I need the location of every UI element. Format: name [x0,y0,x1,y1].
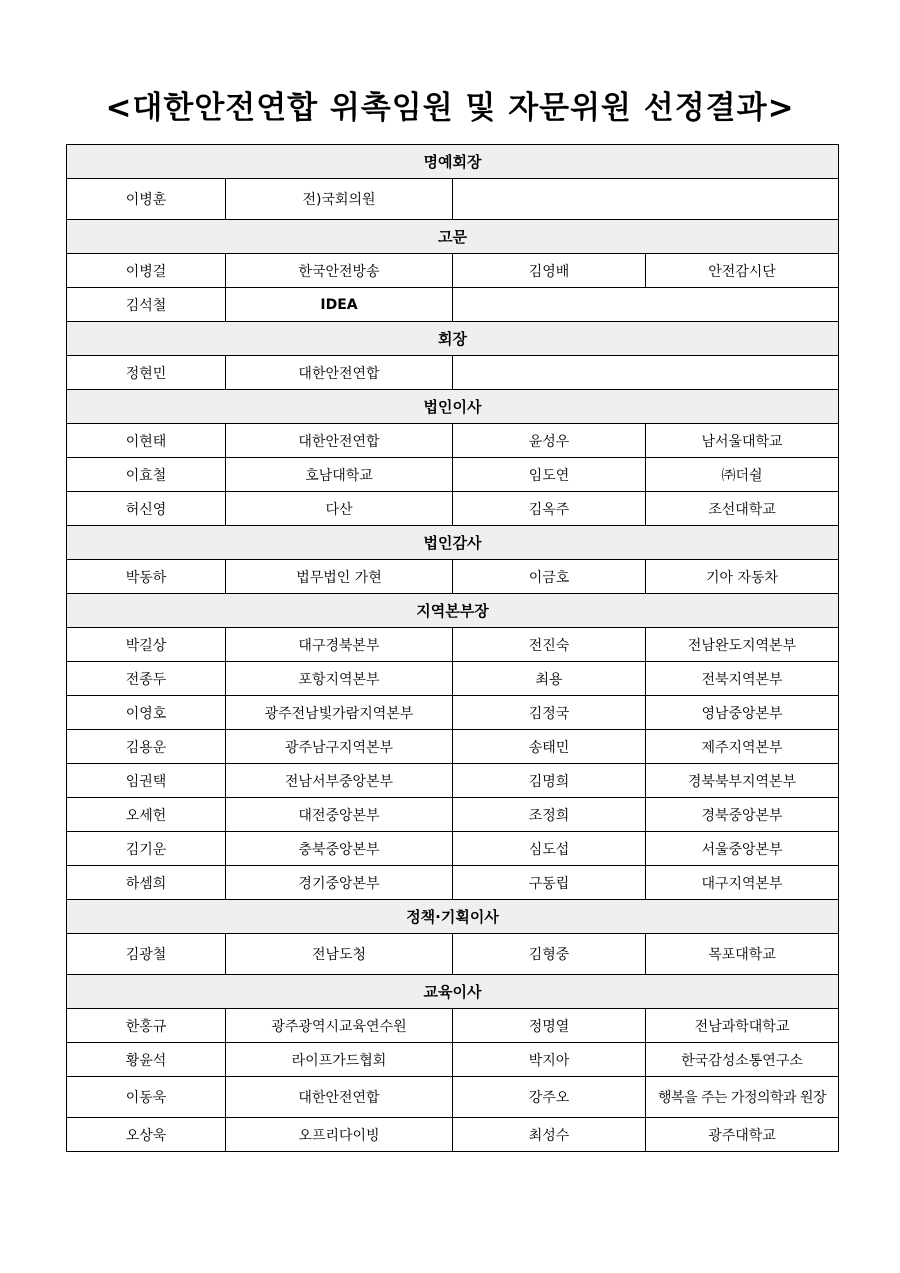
table-row [67,866,839,900]
table-row [67,560,839,594]
section-header: 명예회장 [67,145,839,179]
table-row [67,1077,839,1118]
page-title: <대한안전연합 위촉임원 및 자문위원 선정결과> [105,90,795,126]
member-org: 광주광역시교육연수원 [226,1009,453,1043]
section-header: 정책·기획이사 [67,900,839,934]
member-name: 정현민 [67,356,226,390]
member-name: 이효철 [67,458,226,492]
member-org: 전북지역본부 [646,662,839,696]
table-row [67,662,839,696]
section-header-row [67,220,839,254]
member-org: 경기중앙본부 [226,866,453,900]
member-name: 하셈희 [67,866,226,900]
empty-cell [453,179,839,220]
table-row [67,1009,839,1043]
member-name: 박길상 [67,628,226,662]
table-row [67,492,839,526]
member-name: 박지아 [453,1043,646,1077]
member-org: 한국감성소통연구소 [646,1043,839,1077]
section-header-row [67,594,839,628]
member-org: 대한안전연합 [226,424,453,458]
section-header: 고문 [67,220,839,254]
member-name: 조정희 [453,798,646,832]
member-org: 전)국회의원 [226,179,453,220]
section-header-row [67,526,839,560]
member-org: 라이프가드협회 [226,1043,453,1077]
section-header: 지역본부장 [67,594,839,628]
member-org: 한국안전방송 [226,254,453,288]
table-row [67,458,839,492]
member-name: 박동하 [67,560,226,594]
table-row [67,1118,839,1152]
member-name: 황윤석 [67,1043,226,1077]
member-name: 김형중 [453,934,646,975]
section-header-row [67,322,839,356]
member-name: 김영배 [453,254,646,288]
table-row [67,628,839,662]
member-org: 대전중앙본부 [226,798,453,832]
member-name: 한홍규 [67,1009,226,1043]
member-org: 다산 [226,492,453,526]
member-org: 조선대학교 [646,492,839,526]
member-org: 영남중앙본부 [646,696,839,730]
member-name: 강주오 [453,1077,646,1118]
member-org: 광주남구지역본부 [226,730,453,764]
member-name: 윤성우 [453,424,646,458]
table-row [67,934,839,975]
member-name: 오상욱 [67,1118,226,1152]
table-row [67,356,839,390]
member-org: 행복을 주는 가정의학과 원장 [646,1077,839,1118]
table-row [67,1043,839,1077]
member-name: 최용 [453,662,646,696]
member-name: 김기운 [67,832,226,866]
member-org: 대구지역본부 [646,866,839,900]
member-org: 대한안전연합 [226,1077,453,1118]
table-row [67,254,839,288]
empty-cell [453,288,839,322]
member-name: 이동욱 [67,1077,226,1118]
member-name: 김석철 [67,288,226,322]
member-name: 김명희 [453,764,646,798]
member-name: 임도연 [453,458,646,492]
member-org: 목포대학교 [646,934,839,975]
table-row [67,798,839,832]
member-name: 전종두 [67,662,226,696]
table-row [67,696,839,730]
section-header: 교육이사 [67,975,839,1009]
member-org: 경북중앙본부 [646,798,839,832]
member-org: 제주지역본부 [646,730,839,764]
member-org: 호남대학교 [226,458,453,492]
member-name: 심도섭 [453,832,646,866]
member-name: 이현태 [67,424,226,458]
table-row [67,730,839,764]
member-org: 대한안전연합 [226,356,453,390]
member-org: 오프리다이빙 [226,1118,453,1152]
member-org: 전남도청 [226,934,453,975]
section-header-row [67,390,839,424]
member-org: 법무법인 가현 [226,560,453,594]
member-org: 포항지역본부 [226,662,453,696]
member-name: 오세헌 [67,798,226,832]
member-org: 남서울대학교 [646,424,839,458]
section-header: 법인이사 [67,390,839,424]
member-org: 광주대학교 [646,1118,839,1152]
member-name: 임권택 [67,764,226,798]
member-org: IDEA [226,288,453,322]
empty-cell [453,356,839,390]
table-row [67,288,839,322]
member-org: 기아 자동차 [646,560,839,594]
section-header-row [67,900,839,934]
member-name: 송태민 [453,730,646,764]
member-name: 김용운 [67,730,226,764]
member-name: 이병훈 [67,179,226,220]
member-org: 서울중앙본부 [646,832,839,866]
table-row [67,832,839,866]
member-name: 최성수 [453,1118,646,1152]
member-name: 김옥주 [453,492,646,526]
table-row [67,179,839,220]
member-org: 안전감시단 [646,254,839,288]
member-org: ㈜더쉴 [646,458,839,492]
member-org: 광주전남빛가람지역본부 [226,696,453,730]
member-name: 정명열 [453,1009,646,1043]
member-name: 김정국 [453,696,646,730]
section-header-row [67,145,839,179]
roster-table [66,144,839,1152]
table-row [67,424,839,458]
member-org: 대구경북본부 [226,628,453,662]
member-org: 경북북부지역본부 [646,764,839,798]
table-row [67,764,839,798]
member-name: 구동립 [453,866,646,900]
section-header: 회장 [67,322,839,356]
member-org: 전남완도지역본부 [646,628,839,662]
member-name: 허신영 [67,492,226,526]
member-name: 김광철 [67,934,226,975]
member-name: 전진숙 [453,628,646,662]
member-org: 전남과학대학교 [646,1009,839,1043]
member-name: 이금호 [453,560,646,594]
member-org: 충북중앙본부 [226,832,453,866]
member-name: 이병걸 [67,254,226,288]
section-header: 법인감사 [67,526,839,560]
section-header-row [67,975,839,1009]
member-name: 이영호 [67,696,226,730]
member-org: 전남서부중앙본부 [226,764,453,798]
